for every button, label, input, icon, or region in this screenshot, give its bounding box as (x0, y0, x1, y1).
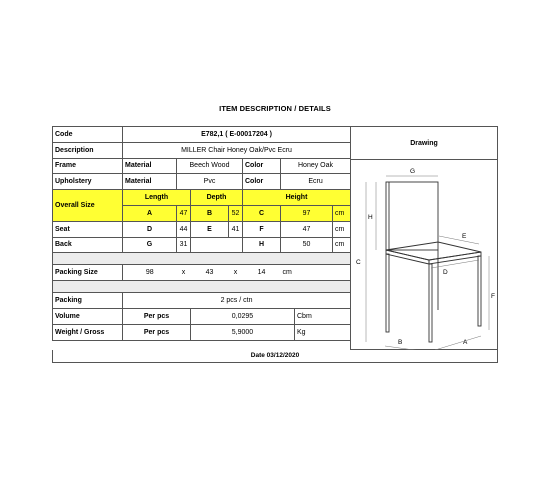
upholstery-color-label: Color (243, 174, 281, 190)
seat-unit: cm (333, 221, 351, 237)
date-footer: Date 03/12/2020 (52, 350, 498, 363)
seat-e: E (191, 221, 229, 237)
row-overall-head (53, 190, 351, 206)
drawing-title: Drawing (351, 127, 497, 160)
page-title: ITEM DESCRIPTION / DETAILS (219, 104, 331, 113)
row-frame (53, 158, 351, 174)
back-label: Back (53, 237, 123, 253)
volume-per: Per pcs (123, 308, 191, 324)
row-upholstery (53, 174, 351, 190)
description-value: MILLER Chair Honey Oak/Pvc Ecru (123, 142, 351, 158)
drawing-label-d: D (443, 269, 448, 276)
overall-a-value: 47 (177, 205, 191, 221)
drawing-label-e: E (462, 233, 467, 240)
chair-drawing (351, 160, 497, 350)
row-weight (53, 324, 351, 340)
description-label: Description (53, 142, 123, 158)
upholstery-material-label: Material (123, 174, 177, 190)
row-code (53, 127, 351, 143)
weight-unit: Kg (295, 324, 351, 340)
row-description (53, 142, 351, 158)
drawing-label-b: B (398, 339, 403, 346)
drawing-label-h: H (368, 214, 373, 221)
seat-f: F (243, 221, 281, 237)
frame-material-label: Material (123, 158, 177, 174)
height-label: Height (243, 190, 351, 206)
overall-b-value: 52 (229, 205, 243, 221)
volume-label: Volume (53, 308, 123, 324)
row-seat (53, 221, 351, 237)
row-packing-size (53, 265, 351, 281)
packing-size-unit: cm (281, 265, 295, 281)
weight-label: Weight / Gross (53, 324, 123, 340)
weight-per: Per pcs (123, 324, 191, 340)
packing-size-v2: 43 (191, 265, 229, 281)
seat-f-value: 47 (281, 221, 333, 237)
drawing-panel (350, 126, 498, 350)
upholstery-color: Ecru (281, 174, 351, 190)
code-label: Code (53, 127, 123, 143)
code-value: E782,1 ( E-00017204 ) (123, 127, 351, 143)
back-g-value: 31 (177, 237, 191, 253)
packing-size-x1: x (177, 265, 191, 281)
overall-c-value: 97 (281, 205, 333, 221)
back-unit: cm (333, 237, 351, 253)
upholstery-label: Upholstery (53, 174, 123, 190)
packing-size-v3: 14 (243, 265, 281, 281)
frame-label: Frame (53, 158, 123, 174)
overall-a: A (123, 205, 177, 221)
weight-value: 5,9000 (191, 324, 295, 340)
packing-size-x2: x (229, 265, 243, 281)
upholstery-material: Pvc (177, 174, 243, 190)
overall-b: B (191, 205, 229, 221)
packing-value: 2 pcs / ctn (123, 293, 351, 309)
row-gap-2 (53, 281, 351, 293)
volume-unit: Cbm (295, 308, 351, 324)
back-g: G (123, 237, 177, 253)
drawing-label-a: A (463, 339, 468, 346)
length-label: Length (123, 190, 191, 206)
frame-color-label: Color (243, 158, 281, 174)
packing-label: Packing (53, 293, 123, 309)
row-packing (53, 293, 351, 309)
overall-label: Overall Size (53, 190, 123, 222)
depth-label: Depth (191, 190, 243, 206)
drawing-label-f: F (491, 293, 495, 300)
seat-label: Seat (53, 221, 123, 237)
seat-d: D (123, 221, 177, 237)
overall-c: C (243, 205, 281, 221)
row-volume (53, 308, 351, 324)
packing-size-label: Packing Size (53, 265, 123, 281)
volume-value: 0,0295 (191, 308, 295, 324)
drawing-label-c: C (356, 259, 361, 266)
spec-table (52, 126, 351, 341)
frame-material: Beech Wood (177, 158, 243, 174)
frame-color: Honey Oak (281, 158, 351, 174)
back-h-value: 50 (281, 237, 333, 253)
back-empty (191, 237, 243, 253)
seat-d-value: 44 (177, 221, 191, 237)
packing-size-v1: 98 (123, 265, 177, 281)
row-back (53, 237, 351, 253)
row-gap-1 (53, 253, 351, 265)
drawing-label-g: G (410, 168, 416, 175)
overall-unit: cm (333, 205, 351, 221)
back-h: H (243, 237, 281, 253)
seat-e-value: 41 (229, 221, 243, 237)
